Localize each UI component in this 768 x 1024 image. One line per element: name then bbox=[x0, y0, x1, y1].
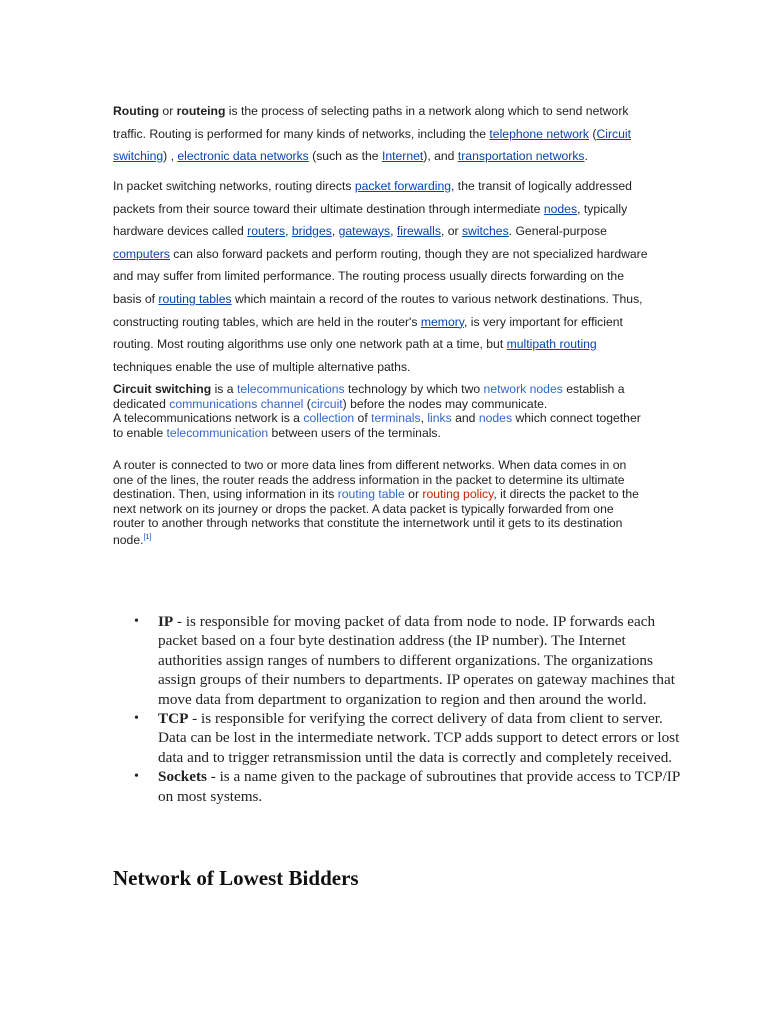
link-circuit[interactable]: circuit bbox=[310, 396, 343, 411]
router-paragraph bbox=[113, 458, 643, 548]
text: , typically hardware devices called bbox=[113, 201, 628, 239]
text: technology by which two bbox=[344, 382, 484, 396]
text: A telecommunications network is a bbox=[113, 411, 304, 426]
circuit-switching-paragraph bbox=[113, 382, 643, 440]
link-circuit-switching[interactable]: Circuit switching bbox=[113, 126, 632, 164]
link-collection[interactable]: collection bbox=[303, 411, 355, 426]
term-sockets: Sockets bbox=[158, 768, 207, 786]
text: or bbox=[159, 104, 177, 118]
link-bridges[interactable]: bridges bbox=[291, 224, 332, 239]
text: - is responsible for moving packet of data from node to node. IP forwards each packet based on a four byte destination address (the IP number). The Internet authorities assign ranges of numbers to different organizations. The organizations assign groups of their numbers to departments. IP operates on gateway machines that move data from department to organization to region and then around the world. bbox=[158, 613, 675, 708]
text: , is very important for efficient routing. Most routing algorithms use only one network path at a time, but bbox=[113, 314, 623, 352]
text: is a bbox=[211, 382, 237, 396]
link-gateways[interactable]: gateways bbox=[338, 224, 391, 239]
term-routeing: routeing bbox=[176, 104, 226, 118]
text: ) , bbox=[163, 149, 178, 164]
link-transportation-networks[interactable]: transportation networks bbox=[457, 149, 585, 164]
link-nodes[interactable]: nodes bbox=[543, 201, 578, 216]
link-electronic-data-networks[interactable]: electronic data networks bbox=[177, 149, 309, 164]
text: and bbox=[451, 411, 479, 426]
term-tcp: TCP bbox=[158, 710, 189, 728]
text: - is responsible for verifying the correct delivery of data from client to server. Data can be lost in the intermediate network. TCP adds support to detect errors or lost data and to trigger retransmission until the data is correctly and completely received. bbox=[158, 710, 680, 766]
link-packet-forwarding[interactable]: packet forwarding bbox=[354, 179, 452, 193]
text: between users of the terminals. bbox=[268, 425, 441, 440]
text: techniques enable the use of multiple alternative paths. bbox=[113, 359, 411, 374]
text: of bbox=[354, 411, 372, 426]
text: , it directs the packet to the next network on its journey or drops the packet. A data packet is typically forwarded from one router to another through networks that constitute the internetwork until it gets to its destination node. bbox=[113, 487, 639, 548]
text: ( bbox=[303, 396, 311, 411]
text: , bbox=[331, 224, 339, 239]
list-item bbox=[158, 767, 688, 806]
protocol-list bbox=[113, 612, 688, 806]
packet-switching-paragraph bbox=[113, 175, 653, 378]
intro-paragraph bbox=[113, 100, 653, 168]
text: can also forward packets and perform routing, though they are not specialized hardware and may suffer from limited performance. The routing process usually directs forwarding on the basis of bbox=[113, 246, 648, 306]
term-ip: IP bbox=[158, 613, 174, 630]
text: establish a dedicated bbox=[113, 382, 625, 411]
text: , bbox=[285, 224, 292, 239]
text: ), and bbox=[423, 149, 458, 164]
link-firewalls[interactable]: firewalls bbox=[396, 224, 441, 239]
link-telecommunication[interactable]: telecommunication bbox=[166, 425, 269, 440]
link-communications-channel[interactable]: communications channel bbox=[169, 396, 304, 411]
text: - is a name given to the package of subroutines that provide access to TCP/IP on most systems. bbox=[158, 768, 680, 805]
link-internet[interactable]: Internet bbox=[381, 149, 424, 164]
term-routing: Routing bbox=[113, 104, 160, 118]
text: which connect together to enable bbox=[113, 411, 641, 440]
link-network-nodes[interactable]: network nodes bbox=[483, 382, 563, 396]
link-computers[interactable]: computers bbox=[113, 246, 170, 261]
text: , bbox=[420, 411, 428, 426]
text: which maintain a record of the routes to various network destinations. Thus, constructing routing tables, which are held in the router's bbox=[113, 291, 643, 329]
link-routers[interactable]: routers bbox=[247, 224, 286, 239]
text: is the process of selecting paths in a network along which to send network traffic. Routing is performed for many kinds of networks, including the bbox=[113, 104, 629, 141]
text: (such as the bbox=[308, 149, 382, 164]
section-heading: Network of Lowest Bidders bbox=[113, 866, 359, 890]
link-memory[interactable]: memory bbox=[420, 314, 464, 329]
text: , the transit of logically addressed packets from their source toward their ultimate destination through intermediate bbox=[113, 179, 632, 216]
text: . bbox=[584, 149, 588, 164]
list-item bbox=[158, 709, 688, 767]
text: ) before the nodes may communicate. bbox=[342, 396, 548, 411]
list-item bbox=[158, 612, 688, 709]
link-routing-tables[interactable]: routing tables bbox=[158, 291, 232, 306]
link-telephone-network[interactable]: telephone network bbox=[489, 126, 590, 141]
link-nodes-2[interactable]: nodes bbox=[478, 411, 513, 426]
text: or bbox=[404, 487, 423, 502]
link-telecommunications[interactable]: telecommunications bbox=[236, 382, 345, 396]
term-circuit-switching: Circuit switching bbox=[113, 382, 212, 396]
link-routing-policy[interactable]: routing policy bbox=[422, 487, 494, 502]
text: In packet switching networks, routing directs bbox=[113, 179, 355, 193]
text: A router is connected to two or more data lines from different networks. When data comes in on one of the lines, the router reads the address information in the packet to determine its ultimate destination. Then, using information in its bbox=[113, 458, 627, 502]
link-routing-table[interactable]: routing table bbox=[337, 487, 405, 502]
text: ( bbox=[589, 126, 597, 141]
link-links[interactable]: links bbox=[427, 411, 452, 426]
link-multipath-routing[interactable]: multipath routing bbox=[506, 337, 597, 352]
link-switches[interactable]: switches bbox=[461, 224, 509, 239]
text: , bbox=[390, 224, 397, 239]
link-terminals[interactable]: terminals bbox=[371, 411, 421, 426]
text: . General-purpose bbox=[508, 224, 607, 239]
text: , or bbox=[440, 224, 462, 239]
reference-1[interactable]: [1] bbox=[143, 533, 152, 541]
